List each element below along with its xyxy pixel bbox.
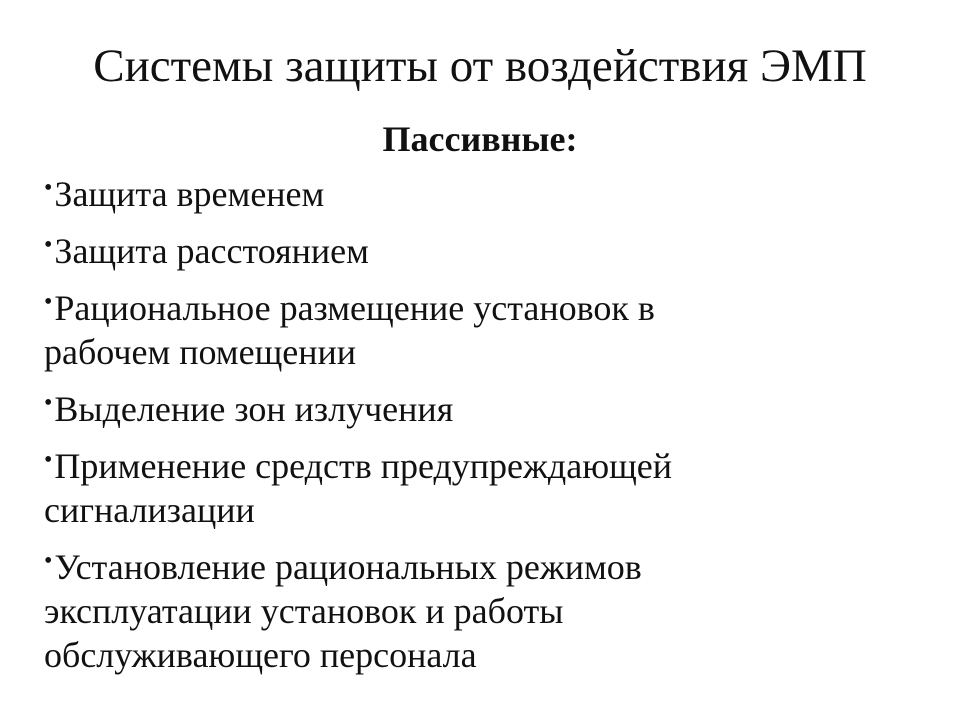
list-item (44, 444, 934, 532)
list-item (44, 387, 934, 431)
bullet-list (44, 172, 934, 690)
list-item-text: Защита расстоянием (54, 231, 369, 271)
list-item-text: Защита временем (54, 174, 325, 214)
list-item-text: Установление рациональных режимов эксплуатации установок и работы обслуживающего персонала (44, 547, 642, 675)
list-item-text: Выделение зон излучения (54, 389, 454, 429)
slide-subtitle: Пассивные: (382, 119, 578, 159)
bullet-icon: • (44, 390, 53, 416)
list-item-text: Рациональное размещение установок в рабочем помещении (44, 288, 655, 372)
list-item (44, 545, 934, 677)
bullet-icon: • (44, 289, 53, 315)
bullet-icon: • (44, 548, 53, 574)
list-item (44, 172, 934, 216)
bullet-icon: • (44, 447, 53, 473)
list-item (44, 286, 934, 374)
bullet-icon: • (44, 175, 53, 201)
slide-title: Системы защиты от воздействия ЭМП (93, 40, 867, 92)
bullet-icon: • (44, 232, 53, 258)
list-item-text: Применение средств предупреждающей сигнализации (44, 446, 673, 530)
list-item (44, 229, 934, 273)
